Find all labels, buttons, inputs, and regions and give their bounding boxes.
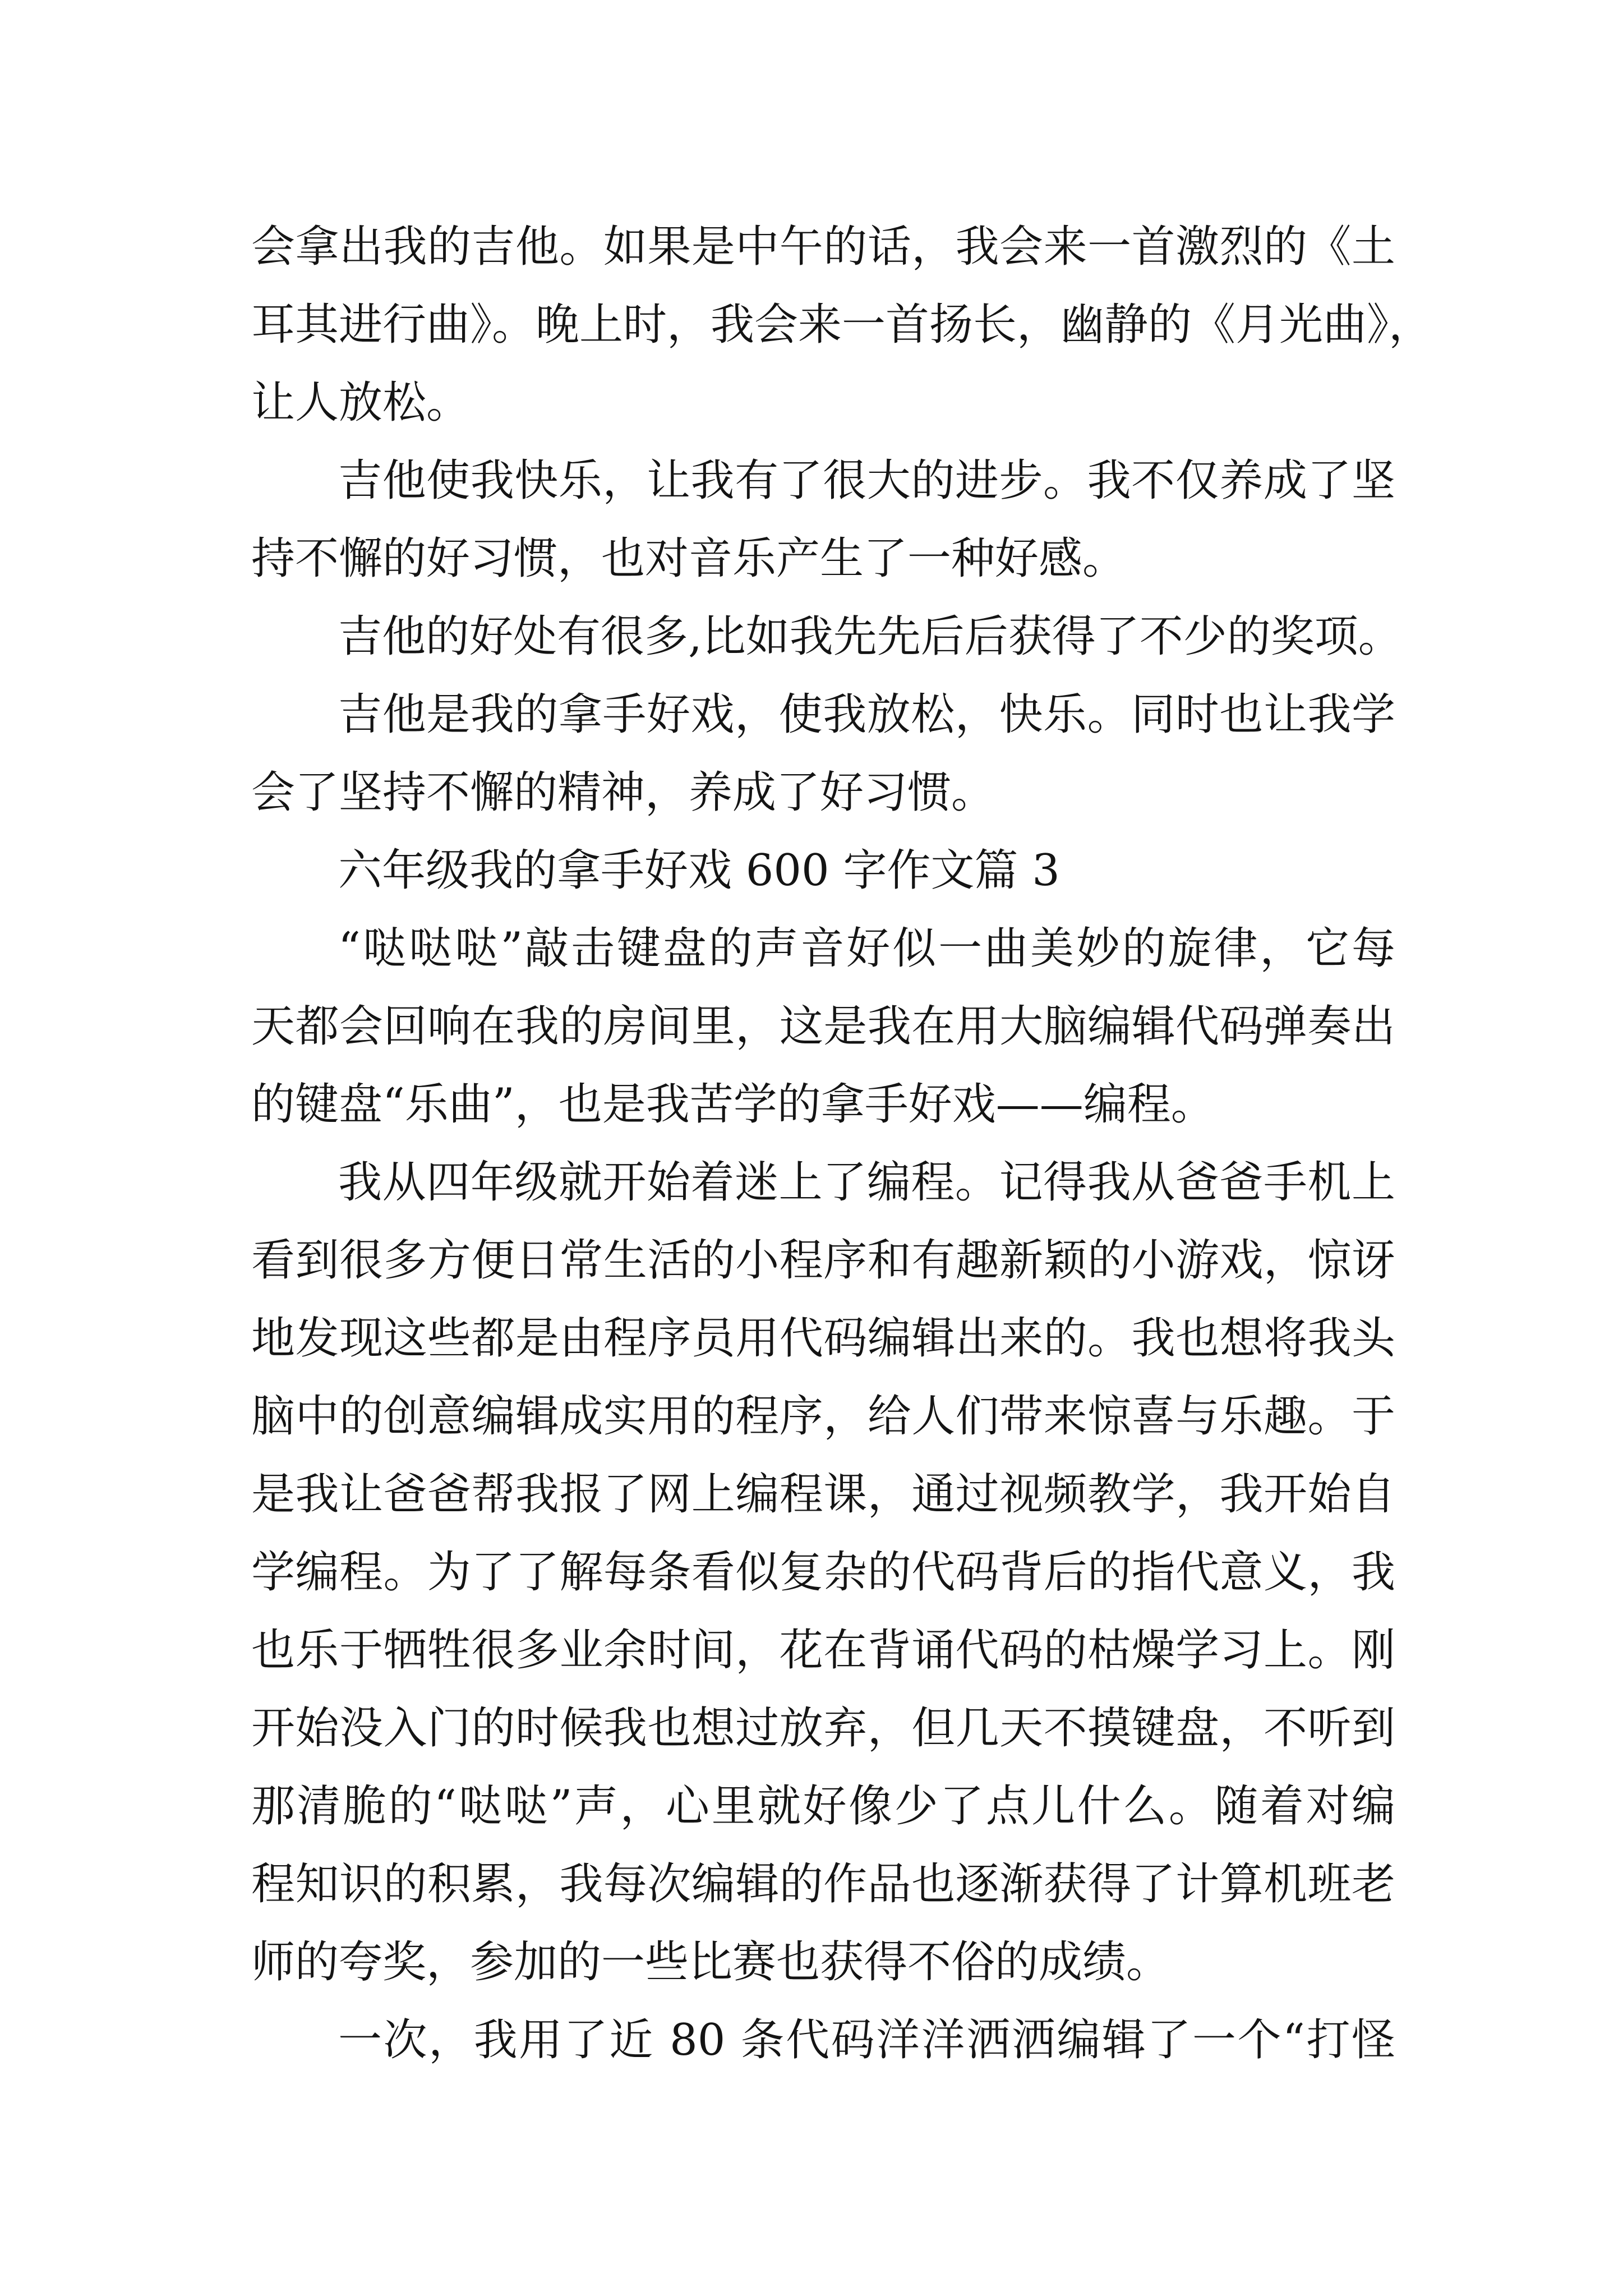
text-line: 看到很多方便日常生活的小程序和有趣新颖的小游戏，惊讶 [251, 1235, 1395, 1286]
text-line: 也乐于牺牲很多业余时间，花在背诵代码的枯燥学习上。刚 [251, 1625, 1395, 1676]
text-line: 的键盘“乐曲”，也是我苦学的拿手好戏——编程。 [251, 1079, 1215, 1130]
text-line: 耳其进行曲》。晚上时，我会来一首扬长，幽静的《月光曲》， [251, 300, 1433, 350]
text-line: 吉他的好处有很多,比如我先先后后获得了不少的奖项。 [338, 611, 1402, 662]
text-line: 吉他是我的拿手好戏，使我放松，快乐。同时也让我学 [338, 689, 1395, 740]
text-line: 天都会回响在我的房间里，这是我在用大脑编辑代码弹奏出 [251, 1001, 1395, 1052]
text-line: 会了坚持不懈的精神，养成了好习惯。 [251, 767, 995, 818]
text-line: 吉他使我快乐，让我有了很大的进步。我不仅养成了坚 [338, 455, 1395, 506]
text-line: 是我让爸爸帮我报了网上编程课，通过视频教学，我开始自 [251, 1469, 1395, 1520]
text-line: 脑中的创意编辑成实用的程序，给人们带来惊喜与乐趣。于 [251, 1391, 1395, 1442]
text-line: 开始没入门的时候我也想过放弃，但几天不摸键盘，不听到 [251, 1703, 1395, 1754]
text-line: “哒哒哒”敲击键盘的声音好似一曲美妙的旋律，它每 [338, 923, 1395, 974]
text-line: 那清脆的“哒哒”声，心里就好像少了点儿什么。随着对编 [251, 1781, 1395, 1832]
text-line: 一次，我用了近 80 条代码洋洋洒洒编辑了一个“打怪 [338, 2015, 1395, 2065]
section-heading: 六年级我的拿手好戏 600 字作文篇 3 [338, 845, 1060, 896]
text-line: 会拿出我的吉他。如果是中午的话，我会来一首激烈的《土 [251, 222, 1395, 272]
text-line: 师的夸奖，参加的一些比赛也获得不俗的成绩。 [251, 1937, 1170, 1987]
text-line: 学编程。为了了解每条看似复杂的代码背后的指代意义，我 [251, 1547, 1395, 1598]
text-line: 地发现这些都是由程序员用代码编辑出来的。我也想将我头 [251, 1313, 1395, 1364]
text-line: 让人放松。 [251, 378, 471, 428]
text-line: 持不懈的好习惯，也对音乐产生了一种好感。 [251, 533, 1127, 584]
text-line: 我从四年级就开始着迷上了编程。记得我从爸爸手机上 [338, 1157, 1395, 1208]
text-line: 程知识的积累，我每次编辑的作品也逐渐获得了计算机班老 [251, 1859, 1395, 1910]
